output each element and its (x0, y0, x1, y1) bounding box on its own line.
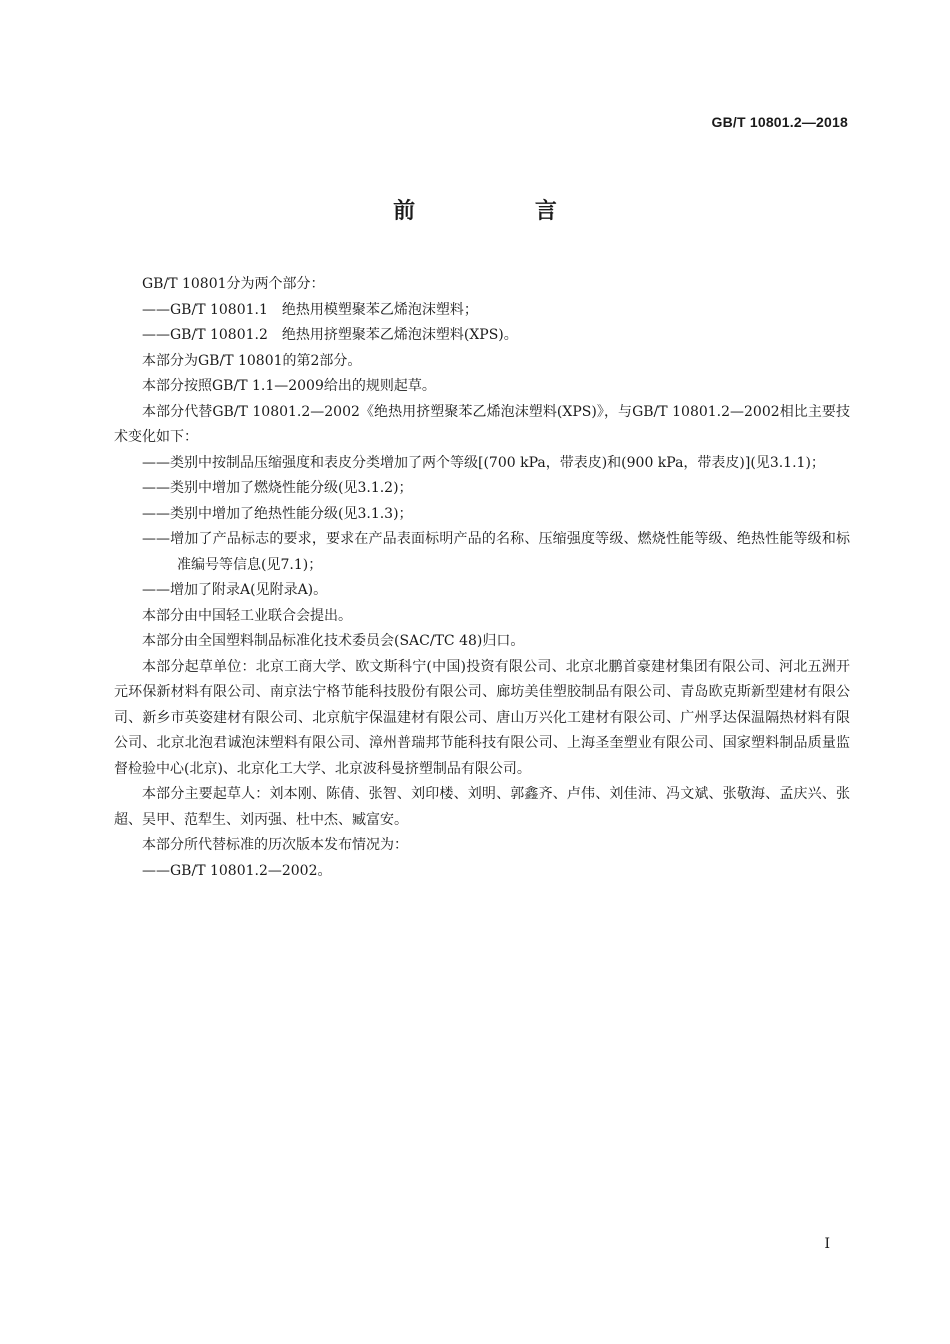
list-item: ——增加了产品标志的要求，要求在产品表面标明产品的名称、压缩强度等级、燃烧性能等级、绝热性能等级和标准编号等信息(见7.1)； (142, 531, 850, 573)
list-item: ——类别中增加了燃烧性能分级(见3.1.2)； (142, 480, 413, 496)
paragraph: 本部分代替GB/T 10801.2—2002《绝热用挤塑聚苯乙烯泡沫塑料(XPS)》，与GB/T 10801.2—2002相比主要技术变化如下： (114, 403, 850, 445)
page-number: I (824, 1236, 830, 1252)
list-item: ——类别中按制品压缩强度和表皮分类增加了两个等级[(700 kPa，带表皮)和(900 kPa，带表皮)](见3.1.1)； (142, 454, 825, 471)
list-item: ——GB/T 10801.2—2002。 (142, 862, 332, 879)
page-title: 前 言 (393, 199, 613, 224)
standard-code: GB/T 10801.2—2018 (711, 114, 848, 130)
list-item: ——增加了附录A(见附录A)。 (142, 582, 328, 598)
list-item: ——GB/T 10801.1 绝热用模塑聚苯乙烯泡沫塑料； (142, 301, 478, 318)
list-item: ——GB/T 10801.2 绝热用挤塑聚苯乙烯泡沫塑料(XPS)。 (142, 327, 518, 343)
paragraph: 本部分由中国轻工业联合会提出。 (142, 607, 352, 624)
paragraph: 本部分主要起草人：刘本刚、陈倩、张智、刘印楼、刘明、郭鑫齐、卢伟、刘佳沛、冯文斌、张敬海、孟庆兴、张超、吴甲、范犁生、刘丙强、杜中杰、臧富安。 (114, 786, 850, 828)
paragraph: 本部分由全国塑料制品标准化技术委员会(SAC/TC 48)归口。 (142, 633, 525, 649)
paragraph: 本部分按照GB/T 1.1—2009给出的规则起草。 (142, 378, 436, 394)
list-item: ——类别中增加了绝热性能分级(见3.1.3)； (142, 505, 413, 522)
paragraph: 本部分起草单位：北京工商大学、欧文斯科宁(中国)投资有限公司、北京北鹏首豪建材集团有限公司、河北五洲开元环保新材料有限公司、南京法宁格节能科技股份有限公司、廊坊美佳塑胶制品有限公司、青岛欧克斯新型建材有限公司、新乡市英姿建材有限公司、北京航宇保温建材有限公司、唐山万兴化工建材有限公司、广州孚达保温隔热材料有限公司、北京北泡君诚泡沫塑料有限公司、漳州普瑞邦节能科技有限公司、上海圣奎塑业有限公司、国家塑料制品质量监督检验中心(北京)、北京化工大学、北京波科曼挤塑制品有限公司。 (114, 658, 850, 777)
paragraph: 本部分所代替标准的历次版本发布情况为： (142, 837, 408, 853)
foreword-body (114, 272, 850, 884)
paragraph: GB/T 10801分为两个部分： (142, 276, 325, 292)
paragraph: 本部分为GB/T 10801的第2部分。 (142, 352, 362, 369)
